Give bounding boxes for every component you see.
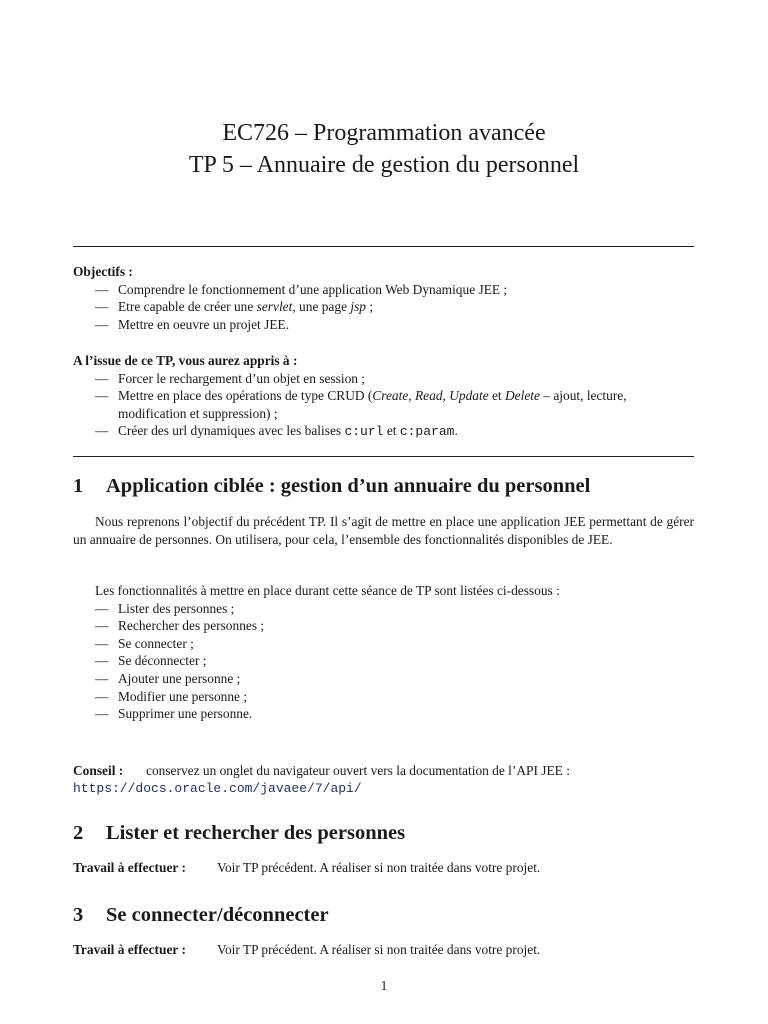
features-list	[73, 600, 694, 723]
list-item: — Modifier une personne ;	[95, 688, 248, 704]
section-3-heading: 3 Se connecter/déconnecter	[73, 904, 329, 926]
list-item: — Ajouter une personne ;	[95, 670, 241, 686]
list-item: — Etre capable de créer une servlet, une page jsp ;	[95, 299, 374, 315]
list-item: — Lister des personnes ;	[95, 600, 235, 616]
features-intro: Les fonctionnalités à mettre en place durant cette séance de TP sont listées ci-dessous :	[95, 583, 560, 598]
list-item: — Supprimer une personne.	[95, 706, 253, 722]
objectives-list	[73, 281, 694, 334]
api-doc-link[interactable]: https://docs.oracle.com/javaee/7/api/	[73, 780, 362, 796]
learned-block	[73, 352, 694, 441]
section-1-heading: 1 Application ciblée : gestion d’un annuaire du personnel	[73, 475, 591, 497]
objectives-block	[73, 263, 694, 333]
objectives-label: Objectifs :	[73, 264, 133, 279]
list-item: — Rechercher des personnes ;	[95, 618, 265, 634]
list-item: — Créer des url dynamiques avec les balises c:url et c:param.	[95, 423, 458, 440]
page-number: 1	[380, 978, 388, 993]
tip-text: conservez un onglet du navigateur ouvert vers la documentation de l’API JEE :	[146, 763, 570, 778]
top-rule	[73, 246, 694, 247]
section-3-work: Travail à effectuer : Voir TP précédent. A réaliser si non traitée dans votre projet.	[73, 942, 541, 957]
course-title: EC726 – Programmation avancée	[222, 120, 546, 146]
list-item: — Forcer le rechargement d’un objet en session ;	[95, 370, 366, 386]
tp-title: TP 5 – Annuaire de gestion du personnel	[188, 152, 580, 178]
learned-label: A l’issue de ce TP, vous aurez appris à :	[73, 353, 298, 368]
list-item: — Mettre en place des opérations de type CRUD (Create, Read, Update et Delete – ajout, lecture, modification et suppression) ;	[95, 388, 627, 421]
list-item: — Se connecter ;	[95, 635, 194, 651]
learned-list	[73, 370, 694, 441]
list-item: — Se déconnecter ;	[95, 653, 207, 669]
document-title	[0, 117, 768, 181]
section-1-paragraph: Nous reprenons l’objectif du précédent TP. Il s’agit de mettre en place une application JEE permettant de gérer un annuaire de personnes. On utilisera, pour cela, l’ensemble des fonctionnalités disponibles de JEE.	[73, 514, 694, 547]
list-item: — Mettre en oeuvre un projet JEE.	[95, 316, 290, 332]
bottom-rule	[73, 456, 694, 457]
tip-block	[73, 762, 694, 797]
section-2-heading: 2 Lister et rechercher des personnes	[73, 822, 406, 844]
list-item: — Comprendre le fonctionnement d’une application Web Dynamique JEE ;	[95, 281, 508, 297]
section-2-work: Travail à effectuer : Voir TP précédent. A réaliser si non traitée dans votre projet.	[73, 860, 541, 875]
features-block	[73, 582, 694, 723]
tip-label: Conseil :	[73, 763, 124, 778]
